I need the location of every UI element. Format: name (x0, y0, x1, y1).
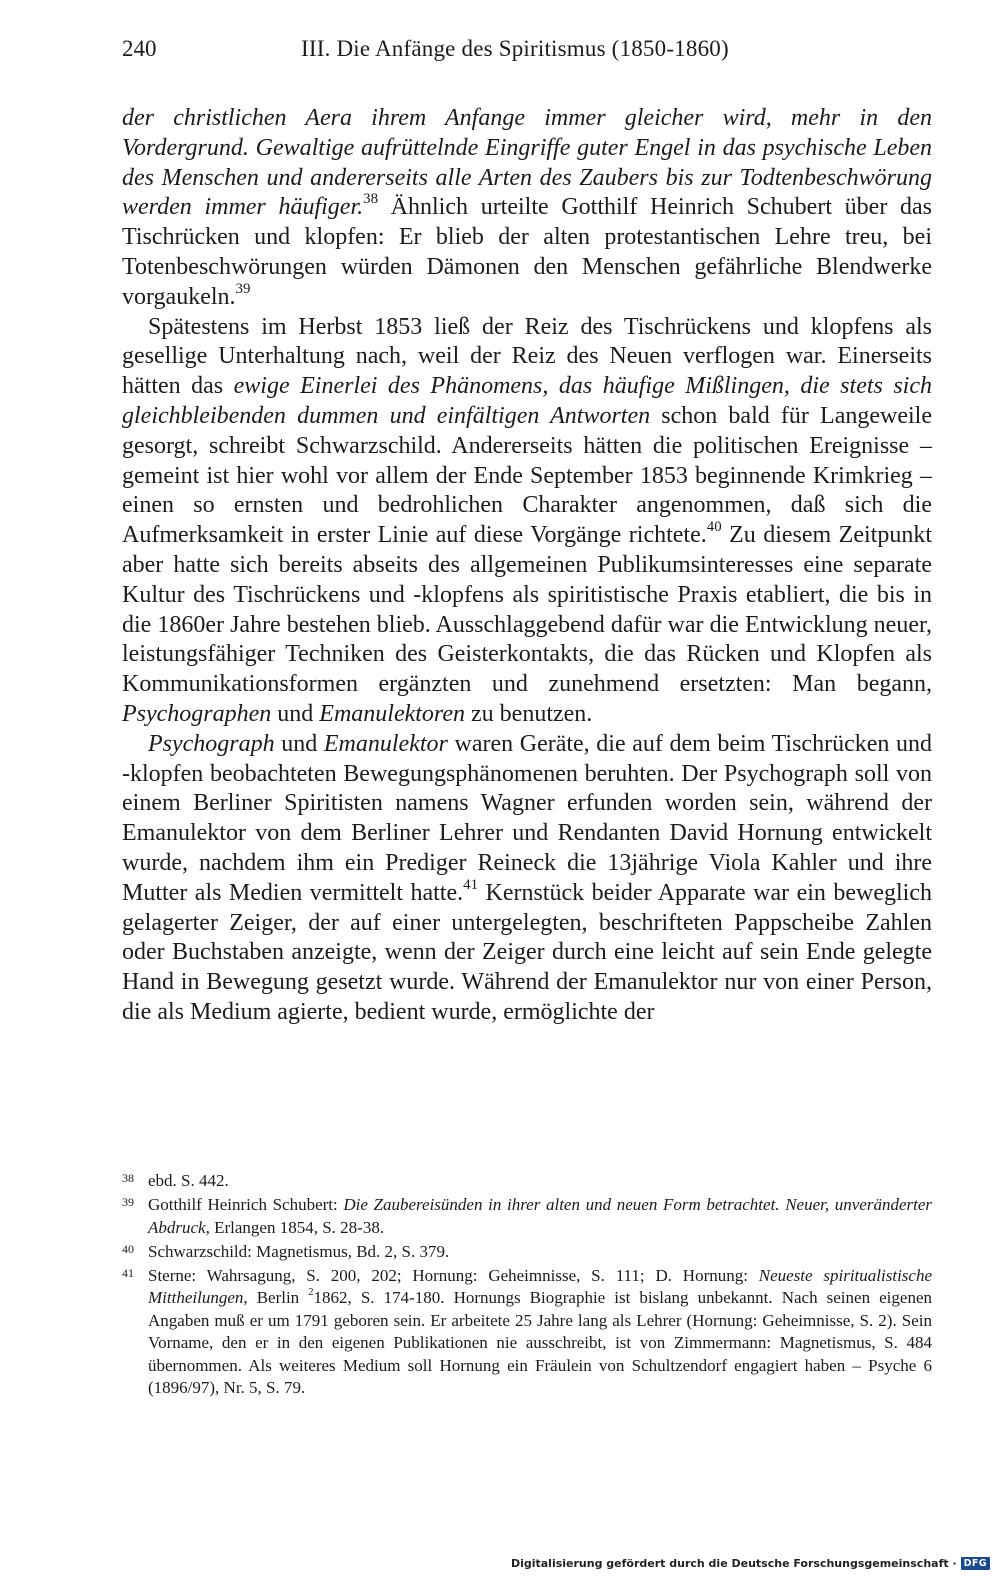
paragraph-1: der christlichen Aera ihrem Anfange immer gleicher wird, mehr in den Vordergrund. Gewaltige aufrüttelnde Eingriffe guter Engel in das psychische Leben des Menschen und andererseits alle Arten des Zaubers bis zur Todtenbeschwörung werden immer häufiger.$^{38}$ Ähnlich urteilte Gotthilf Heinrich Schubert über das Tischrücken und klopfen: Er blieb der alten protestantischen Lehre treu, bei Totenbeschwörungen würden Dämonen den Menschen gefährliche Blendwerke vorgaukeln.$^{39}$ (122, 105, 932, 310)
paragraph-3: Psychograph und Emanulektor waren Geräte, die auf dem beim Tischrücken und -klopfen beobachteten Bewegungsphänomenen beruhten. Der Psychograph soll von einem Berliner Spiritisten namens Wagner erfunden worden sein, während der Emanulektor von dem Berliner Lehrer und Rendanten David Hornung entwickelt wurde, nachdem ihm ein Prediger Reineck die 13jährige Viola Kahler und ihre Mutter als Medien vermittelt hatte.$^{41}$ Kernstück beider Apparate war ein beweglich gelagerter Zeiger, der auf einer untergelegten, beschrifteten Pappscheibe Zahlen oder Buchstaben anzeigte, wenn der Zeiger durch eine leicht auf sein Ende gelegte Hand in Bewegung gesetzt wurde. Während der Emanulektor nur von einer Person, die als Medium agierte, bedient wurde, ermöglichte der (122, 730, 932, 1025)
quotation-italic: ewige Einerlei des Phänomens, das häufige Mißlingen, die stets sich gleichbleibenden dummen und einfältigen Antworten (122, 373, 933, 429)
page-number: 240 (122, 36, 157, 61)
footnote-38: 38 ebd. S. 442. (122, 1170, 932, 1193)
dfg-logo-icon: DFG (961, 1557, 990, 1570)
term-italic: Psychograph (148, 730, 275, 757)
term-italic: Psychographen (122, 700, 272, 727)
footnote-ref-39[interactable]: 39 (235, 280, 251, 297)
footnote-number: 38 (122, 1171, 134, 1185)
footnote-39: 39 Gotthilf Heinrich Schubert: Die Zaubereisünden in ihrer alten und neuen Form betrachtet. Neuer, unveränderter Abdruck, Erlangen 1854, S. 28-38. (122, 1194, 932, 1239)
footnote-ref-40[interactable]: 40 (706, 518, 722, 535)
quotation-italic: der christlichen Aera ihrem Anfange immer gleicher wird, mehr in den Vordergrund. Gewaltige aufrüttelnde Eingriffe guter Engel in das psychische Leben des Menschen und andererseits alle Arten des Zaubers bis zur Todtenbeschwörung werden immer häufiger. (122, 105, 932, 221)
footnotes (122, 1170, 932, 1401)
footnote-ref-38[interactable]: 38 (363, 191, 378, 208)
running-head (122, 36, 932, 76)
credit-text: Digitalisierung gefördert durch die Deutsche Forschungsgemeinschaft · (510, 1557, 957, 1570)
edition-superscript: 2 (308, 1287, 314, 1299)
book-title-italic: Neueste spiritualistische Mittheilungen (148, 1265, 932, 1308)
footnote-40: 40 Schwarzschild: Magnetismus, Bd. 2, S. 379. (122, 1241, 932, 1264)
chapter-title: III. Die Anfänge des Spiritismus (1850-1860) (301, 36, 729, 61)
body-text (122, 104, 932, 1028)
footnote-41: 41 Sterne: Wahrsagung, S. 200, 202; Hornung: Geheimnisse, S. 111; D. Hornung: Neueste spiritualistische Mittheilungen, Berlin $^2$1862, S. 174-180. Hornungs Biographie ist bislang unbekannt. Nach seinen eigenen Angaben muß er um 1791 geboren sein. Er arbeitete 25 Jahre lang als Lehrer (Hornung: Geheimnisse, S. 2). Sein Vorname, den er in den eigenen Publikationen nie ausschreibt, ist von Zimmermann: Magnetismus, S. 484 übernommen. Als weiteres Medium soll Hornung ein Fräulein von Schultzendorf engagiert haben – Psyche 6 (1896/97), Nr. 5, S. 79. (122, 1265, 932, 1400)
footnote-number: 39 (122, 1195, 134, 1210)
footnote-number: 41 (122, 1265, 134, 1280)
digitization-credit (511, 1557, 990, 1570)
paragraph-2: Spätestens im Herbst 1853 ließ der Reiz des Tischrückens und klopfens als gesellige Unterhaltung nach, weil der Reiz des Neuen verflogen war. Einerseits hätten das ewige Einerlei des Phänomens, das häufige Mißlingen, die stets sich gleichbleibenden dummen und einfältigen Antworten schon bald für Langeweile gesorgt, schreibt Schwarzschild. Andererseits hätten die politischen Ereignisse – gemeint ist hier wohl vor allem der Ende September 1853 beginnende Krimkrieg – einen so ernsten und bedrohlichen Charakter angenommen, daß sich die Aufmerksamkeit in erster Linie auf diese Vorgänge richtete.$^{40}$ Zu diesem Zeitpunkt aber hatte sich bereits abseits des allgemeinen Publikumsinteresses eine separate Kultur des Tischrückens und -klopfens als spiritistische Praxis etabliert, die bis in die 1860er Jahre bestehen blieb. Ausschlaggebend dafür war die Entwicklung neuer, leistungsfähiger Techniken des Geisterkontakts, die das Rücken und Klopfen als Kommunikationsformen ergänzten und zunehmend ersetzten: Man begann, Psychographen und Emanulektoren zu benutzen. (122, 313, 933, 727)
footnote-number: 40 (122, 1241, 134, 1256)
footnote-ref-41[interactable]: 41 (463, 876, 479, 893)
book-title-italic: Die Zaubereisünden in ihrer alten und neuen Form betrachtet. Neuer, unveränderter Abdruck (148, 1195, 932, 1237)
term-italic: Emanulektoren (319, 700, 466, 727)
term-italic: Emanulektor (323, 730, 448, 757)
